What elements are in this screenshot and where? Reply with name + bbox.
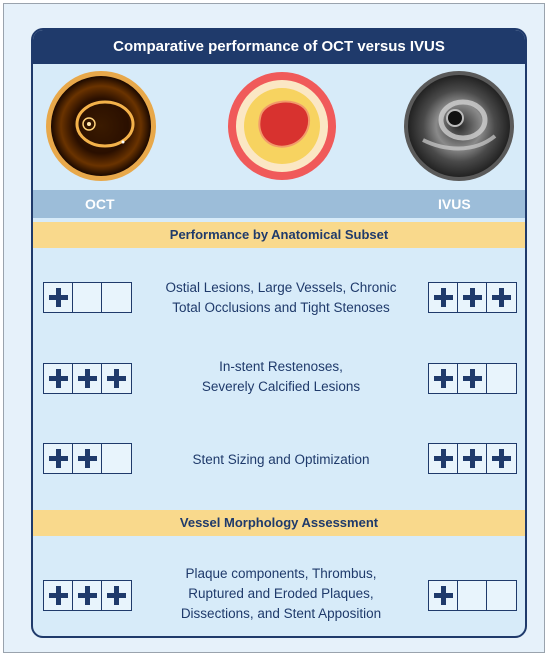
plus-icon [102,364,131,393]
plus-icon [458,364,487,393]
plus-icon [458,283,487,312]
comparison-card [31,28,527,638]
plus-icon [487,444,516,473]
oct-image [45,70,157,182]
plus-icon [429,444,458,473]
row-description: Stent Sizing and Optimization [192,452,370,467]
oct-label: OCT [85,196,115,212]
empty-box [487,364,516,393]
oct-rating [43,580,132,611]
plus-icon [102,581,131,610]
ivus-rating [428,282,517,313]
plus-icon [429,581,458,610]
vessel-cross-section-icon [226,70,338,182]
section-anatomical-subset: Performance by Anatomical Subset [33,222,525,248]
plus-icon [458,444,487,473]
empty-box [458,581,487,610]
oct-rating [43,363,132,394]
ivus-rating [428,443,517,474]
modality-label-bar [33,190,525,218]
plus-icon [44,364,73,393]
row-description: Plaque components, Thrombus, Ruptured and Eroded Plaques, Dissections, and Stent Apposition [180,566,382,621]
plus-icon [73,364,102,393]
plus-icon [429,364,458,393]
empty-box [487,581,516,610]
row-description: In-stent Restenoses, Severely Calcified Lesions [201,359,361,394]
plus-icon [429,283,458,312]
plus-icon [73,581,102,610]
oct-rating [43,443,132,474]
empty-box [73,283,102,312]
row-description: Ostial Lesions, Large Vessels, Chronic Total Occlusions and Tight Stenoses [165,280,397,315]
section-vessel-morphology: Vessel Morphology Assessment [33,510,525,536]
plus-icon [73,444,102,473]
empty-box [102,444,131,473]
plus-icon [44,444,73,473]
ivus-image [403,70,515,182]
image-row [33,70,525,190]
plus-icon [487,283,516,312]
empty-box [102,283,131,312]
plus-icon [44,581,73,610]
oct-rating [43,282,132,313]
figure-frame [3,3,545,653]
figure-title: Comparative performance of OCT versus IVUS [33,30,525,64]
ivus-rating [428,580,517,611]
ivus-rating [428,363,517,394]
ivus-label: IVUS [438,196,471,212]
plus-icon [44,283,73,312]
